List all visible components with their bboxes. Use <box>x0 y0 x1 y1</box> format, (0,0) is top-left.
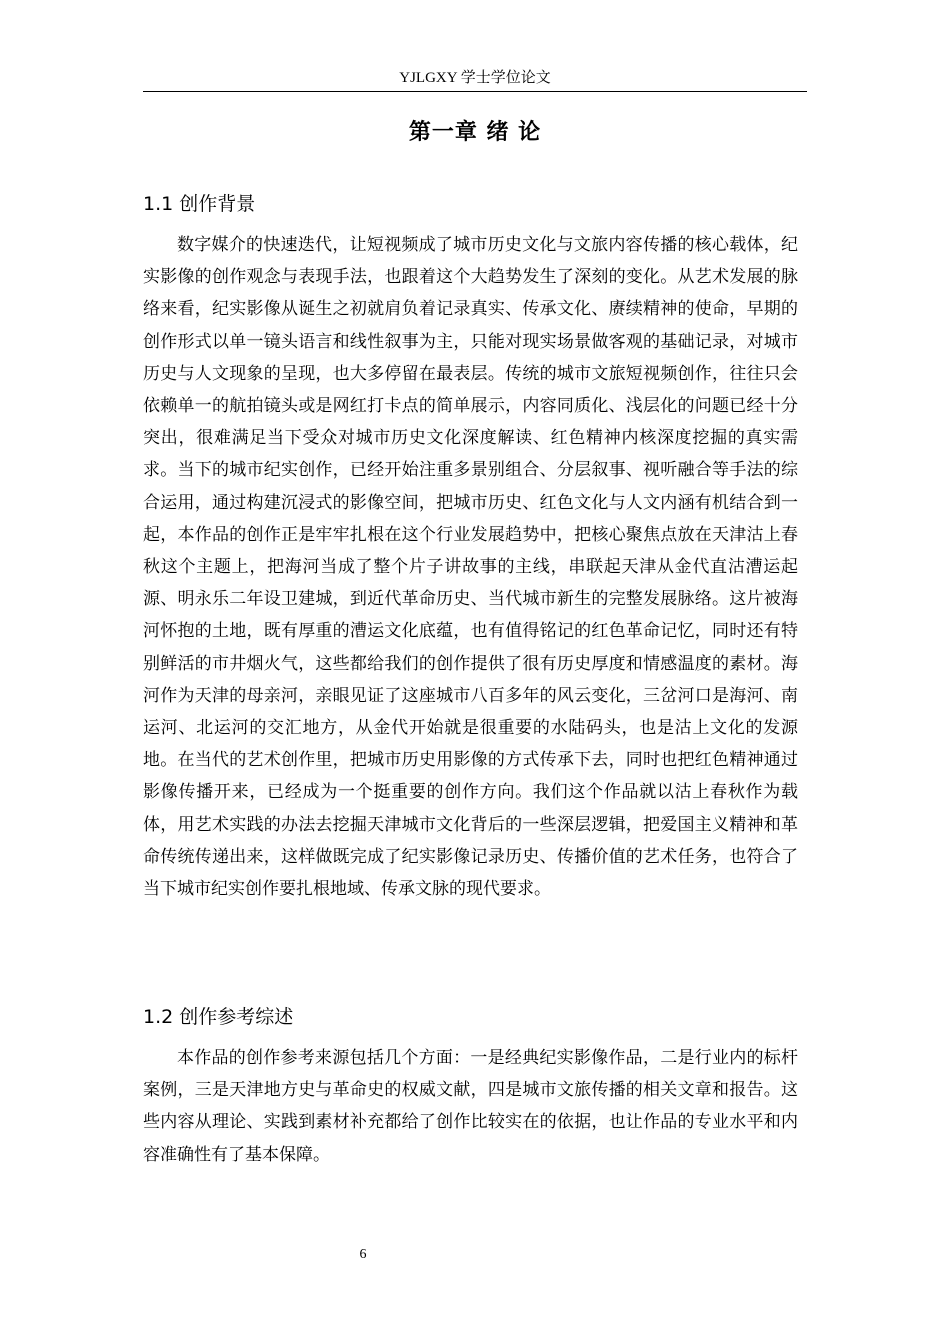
running-header: YJLGXY 学士学位论文 <box>399 70 551 86</box>
header-divider <box>143 91 807 92</box>
section-1-1-paragraph: 数字媒介的快速迭代，让短视频成了城市历史文化与文旅内容传播的核心载体，纪实影像的创作观念与表现手法，也跟着这个大趋势发生了深刻的变化。从艺术发展的脉络来看，纪实影像从诞生之初就肩负着记录真实、传承文化、赓续精神的使命，早期的创作形式以单一镜头语言和线性叙事为主，只能对现实场景做客观的基础记录，对城市历史与人文现象的呈现，也大多停留在最表层。传统的城市文旅短视频创作，往往只会依赖单一的航拍镜头或是网红打卡点的简单展示，内容同质化、浅层化的问题已经十分突出，很难满足当下受众对城市历史文化深度解读、红色精神内核深度挖掘的真实需求。当下的城市纪实创作，已经开始注重多景别组合、分层叙事、视听融合等手法的综合运用，通过构建沉浸式的影像空间，把城市历史、红色文化与人文内涵有机结合到一起，本作品的创作正是牢牢扎根在这个行业发展趋势中，把核心聚焦点放在天津沽上春秋这个主题上，把海河当成了整个片子讲故事的主线，串联起天津从金代直沽漕运起源、明永乐二年设卫建城，到近代革命历史、当代城市新生的完整发展脉络。这片被海河怀抱的土地，既有厚重的漕运文化底蕴，也有值得铭记的红色革命记忆，同时还有特别鲜活的市井烟火气，这些都给我们的创作提供了很有历史厚度和情感温度的素材。海河作为天津的母亲河，亲眼见证了这座城市八百多年的风云变化，三岔河口是海河、南运河、北运河的交汇地方，从金代开始就是很重要的水陆码头，也是沽上文化的发源地。在当代的艺术创作里，把城市历史用影像的方式传承下去，同时也把红色精神通过影像传播开来，已经成为一个挺重要的创作方向。我们这个作品就以沽上春秋作为载体，用艺术实践的办法去挖掘天津城市文化背后的一些深层逻辑，把爱国主义精神和革命传统传递出来，这样做既完成了纪实影像记录历史、传播价值的艺术任务，也符合了当下城市纪实创作要扎根地域、传承文脉的现代要求。 <box>143 235 798 900</box>
chapter-title: 第一章 绪 论 <box>408 120 542 145</box>
section-1-2-paragraph: 本作品的创作参考来源包括几个方面：一是经典纪实影像作品，二是行业内的标杆案例，三是天津地方史与革命史的权威文献，四是城市文旅传播的相关文章和报告。这些内容从理论、实践到素材补充都给了创作比较实在的依据，也让作品的专业水平和内容准确性有了基本保障。 <box>143 1048 798 1165</box>
section-heading-1-1: 1.1 创作背景 <box>143 193 256 215</box>
page-number: 6 <box>359 1247 367 1262</box>
section-heading-1-2: 1.2 创作参考综述 <box>143 1006 294 1028</box>
